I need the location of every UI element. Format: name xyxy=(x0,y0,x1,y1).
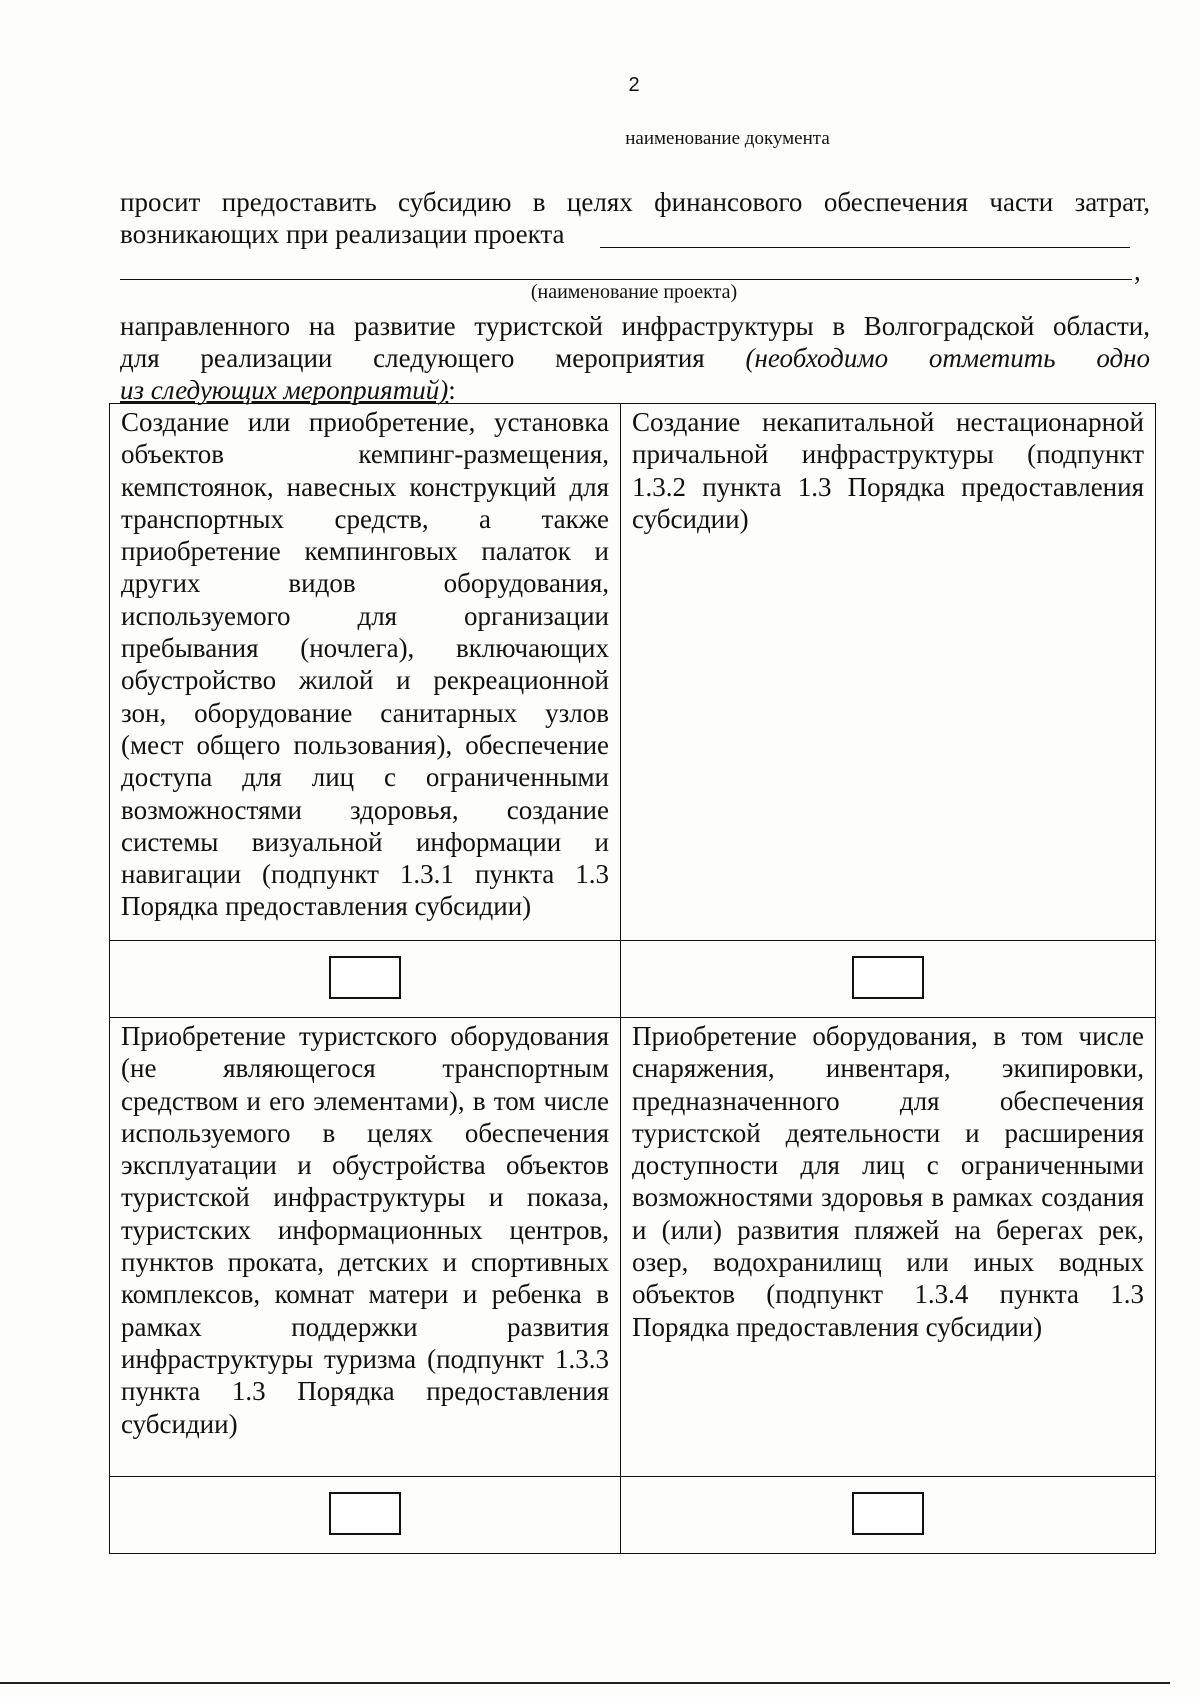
project-name-field[interactable] xyxy=(600,247,1130,248)
direction-line-3-colon: : xyxy=(448,375,456,405)
direction-line-3 xyxy=(120,374,456,406)
measures-table xyxy=(109,403,1156,1554)
measure-2-checkbox[interactable] xyxy=(852,956,924,999)
measures-checkbox-row-1 xyxy=(110,941,1156,1018)
measures-checkbox-row-2 xyxy=(110,1477,1156,1554)
measure-2-text: Создание некапитальной нестационарной причальной инфраструктуры (подпункт 1.3.2 пункта 1.3 Порядка предоставления субсидии) xyxy=(621,404,1156,941)
document-name-caption: наименование документа xyxy=(625,128,830,149)
page-bottom-edge xyxy=(0,1682,1170,1684)
measure-3-checkbox-cell xyxy=(110,1477,621,1554)
measures-text-row-2 xyxy=(110,1018,1156,1477)
direction-line-2 xyxy=(120,342,1150,374)
request-line-1: просит предоставить субсидию в целях финансового обеспечения части затрат, xyxy=(120,187,1150,217)
measure-1-text: Создание или приобретение, установка объектов кемпинг-размещения, кемпстоянок, навесных конструкций для транспортных средств, а также приобретение кемпинговых палаток и других видов оборудования, используемого для организации пребывания (ночлега), включающих обустройство жилой и рекреационной зон, оборудование санитарных узлов (мест общего пользования), обеспечение доступа для лиц с ограниченными возможностями здоровья, создание системы визуальной информации и навигации (подпункт 1.3.1 пункта 1.3 Порядка предоставления субсидии) xyxy=(110,404,621,941)
measure-3-checkbox[interactable] xyxy=(329,1492,401,1535)
measure-3-text: Приобретение туристского оборудования (не являющегося транспортным средством и его элементами), в том числе используемого в целях обеспечения эксплуатации и обустройства объектов туристской инфраструктуры и показа, туристских информационных центров, пунктов проката, детских и спортивных комплексов, комнат матери и ребенка в рамках поддержки развития инфраструктуры туризма (подпункт 1.3.3 пункта 1.3 Порядка предоставления субсидии) xyxy=(110,1018,621,1477)
trailing-comma: , xyxy=(1134,256,1141,286)
request-line-2: возникающих при реализации проекта xyxy=(120,219,565,249)
measure-4-checkbox[interactable] xyxy=(852,1492,924,1535)
measure-1-checkbox-cell xyxy=(110,941,621,1018)
project-name-field-line-2[interactable] xyxy=(120,279,1132,280)
direction-line-2-italic: (необходимо отметить одно xyxy=(745,343,1151,373)
direction-line-3-italic: из следующих мероприятий) xyxy=(120,375,449,405)
page-number: 2 xyxy=(628,74,640,96)
project-name-caption: (наименование проекта) xyxy=(530,281,738,303)
measure-4-text: Приобретение оборудования, в том числе снаряжения, инвентаря, экипировки, предназначенного для обеспечения туристской деятельности и расширения доступности для лиц с ограниченными возможностями здоровья в рамках создания и (или) развития пляжей на берегах рек, озер, водохранилищ или иных водных объектов (подпункт 1.3.4 пункта 1.3 Порядка предоставления субсидии) xyxy=(621,1018,1156,1477)
direction-line-2-text: для реализации следующего мероприятия xyxy=(120,343,705,373)
measures-text-row-1 xyxy=(110,404,1156,941)
measure-2-checkbox-cell xyxy=(621,941,1156,1018)
direction-line-1: направленного на развитие туристской инфраструктуры в Волгоградской области, xyxy=(120,311,1150,341)
measure-1-checkbox[interactable] xyxy=(329,956,401,999)
measure-4-checkbox-cell xyxy=(621,1477,1156,1554)
